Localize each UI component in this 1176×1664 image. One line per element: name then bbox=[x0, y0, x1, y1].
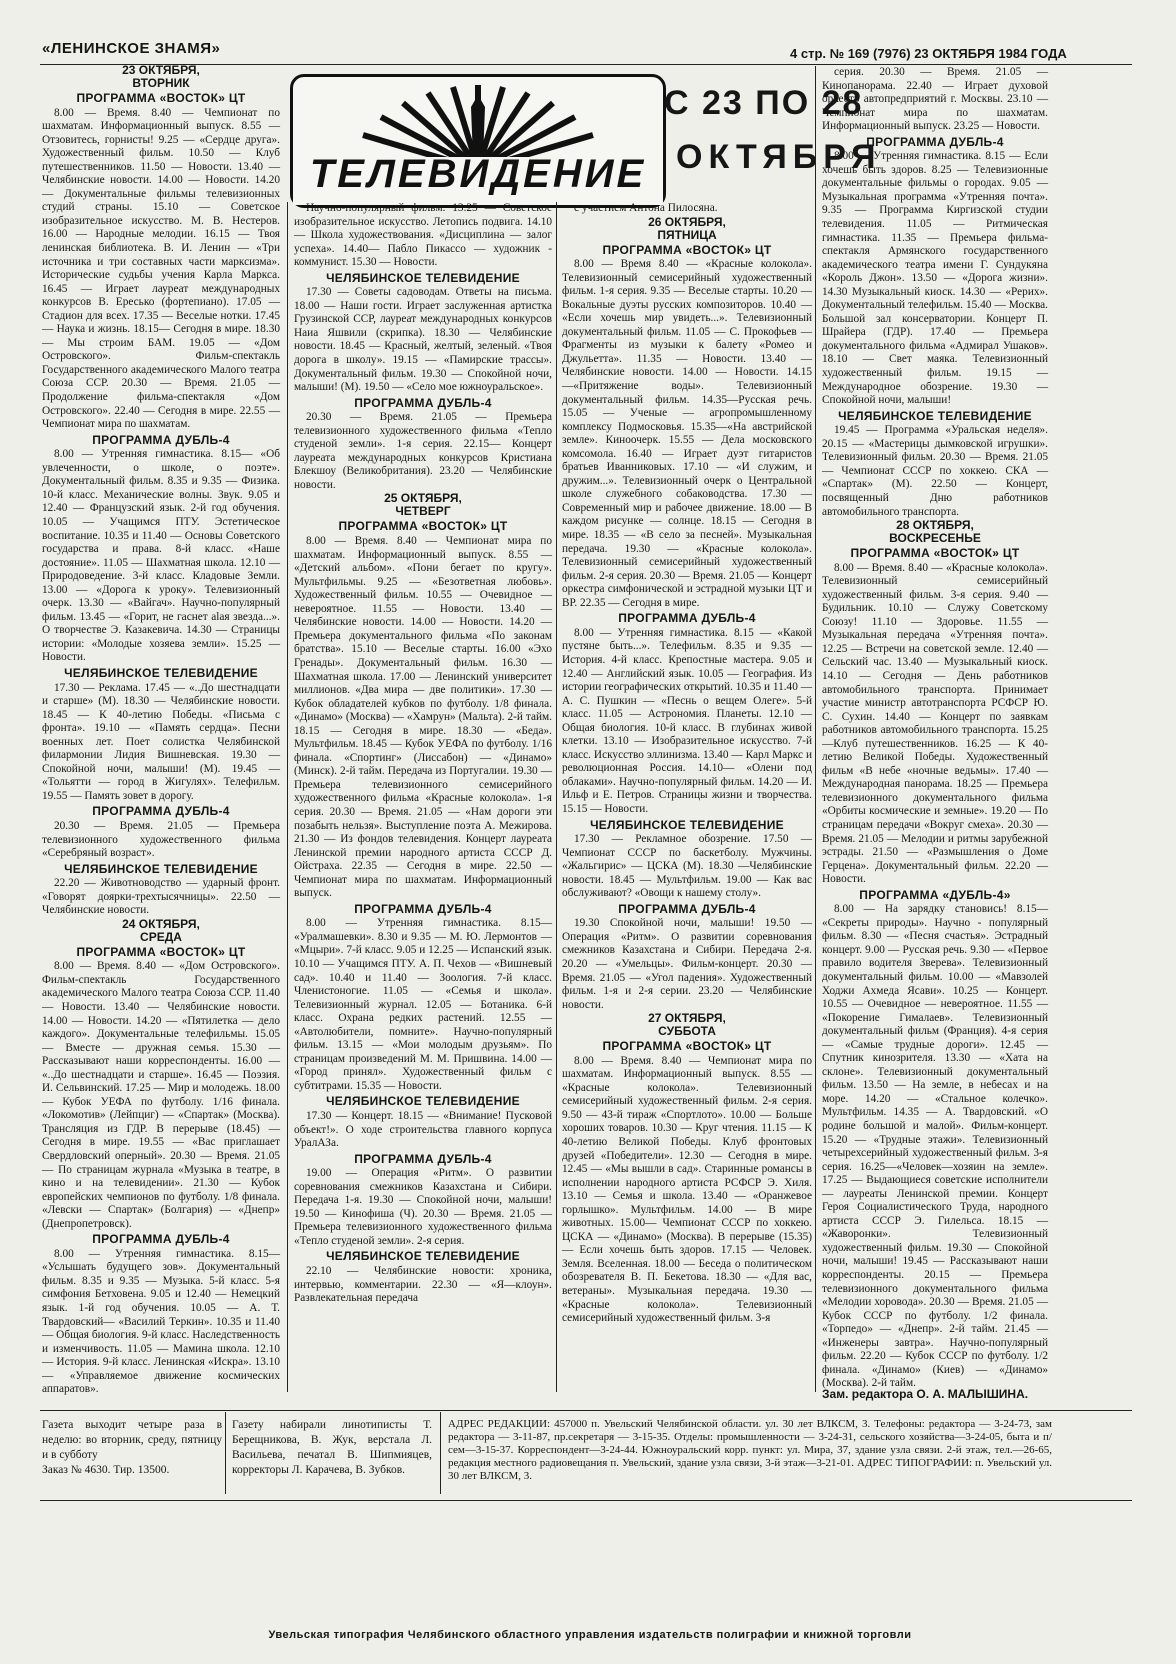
day-heading: ПЯТНИЦА bbox=[657, 227, 717, 242]
channel-heading: ПРОГРАММА ДУБЛЬ-4 bbox=[92, 804, 230, 819]
day-heading: СРЕДА bbox=[140, 929, 182, 944]
program-listing: 19.00 — Операция «Ритм». О развитии соревнования смежников Казахстана и Сибири. Передача 1-я. 19.30 — Спокойной ночи, малыши! 19.50 — Кинофишa (Ч). 20.30 — Время. 21.05 — Премьера телевизионного художественного фильма «Тепло студеной земли». 2-я серия. bbox=[294, 1167, 552, 1247]
masthead-dates-line1: С 23 ПО 28 bbox=[664, 84, 864, 122]
program-listing: 22.10 — Челябинские новости: хроника, интервью, комментарии. 22.30 — «Я—клоун». Развлекательная передача bbox=[294, 1265, 552, 1305]
channel-heading: ПРОГРАММА «ВОСТОК» ЦТ bbox=[338, 519, 508, 534]
program-listing: 8.00 — Утренняя гимнастика. 8.15— «Уралмашевки». 8.30 и 9.35 — М. Ю. Лермонтов — «Мцыри». 7-й класс. 9.05 и 12.25 — Испанский язык. 10.10 — Учащимся ПТУ. А. П. Чехов — «Вишневый сад». 10.40 и 11.40 — Зоология. 7-й класс. Членистоногие. 11.05 — «Семья и школа». Телевизионный журнал. 12.05 — Ботаника. 6-й класс. Охрана редких растений. 12.55 — «Автолюбители, помните». Научно-популярный фильм. 13.15 — «Мои молодым друзьям». По страницам произведений М. М. Пришвина. 14.00 — «Город принял». Художественный фильм с субтитрами. 15.35 — Новости. bbox=[294, 917, 552, 1092]
program-listing: 8.00 — Время. 8.40 — Чемпионат мира по шахматам. Информационный выпуск. 8.55 — «Красные колокола». Телевизионный семисерийный художественный фильм. 2-я серия. 9.50 — 43-й тираж «Спортлото». 10.00 — Больше хороших товаров. 10.30 — Круг чтения. 11.15 — К 40-летию Великой Победы. Клуб фронтовых друзей «Победители». 12.30 — Сегодня в мире. 12.45 — «Мы вышли в сад». Старинные романсы в исполнении народного артиста РСФСР Э. Хиля. 13.10 — Семья и школа. 13.40 — «Оранжевое горлышко». Мультфильм. 14.00 — В мире животных. 15.00— Чемпионат СССР по хоккею. ЦСКА — «Динамо» (Москва). В перерыве (15.35) — Если хочешь быть здоров. 17.15 — Человек. Земля. Вселенная. 18.00 — Беседа о политическом обозревателя В. П. Бекетова. 18.30 — «Для вас, ветераны». Музыкальная передача. 19.30 — «Красные колокола». Телевизионный семисерийный художественный фильм. 3-я bbox=[562, 1054, 812, 1325]
column-divider bbox=[815, 66, 816, 1392]
day-heading: ВТОРНИК bbox=[132, 76, 190, 90]
program-listing: 20.30 — Время. 21.05 — Премьера телевизионного художественного фильма «Тепло студеной земли». 1-я серия. 22.15— Концерт лауреата международных конкурсов Кристиана Блекшоу (Великобритания). 23.20 — Челябинские новости. bbox=[294, 411, 552, 491]
footer-order-text: Заказ № 4630. Тир. 13500. bbox=[42, 1464, 170, 1476]
channel-heading: ПРОГРАММА ДУБЛЬ-4 bbox=[354, 395, 492, 410]
channel-heading: ЧЕЛЯБИНСКОЕ ТЕЛЕВИДЕНИЕ bbox=[326, 1094, 520, 1109]
channel-heading: ПРОГРАММА ДУБЛЬ-4 bbox=[354, 1151, 492, 1166]
day-heading: СУББОТА bbox=[658, 1024, 716, 1039]
channel-heading: ПРОГРАММА «ВОСТОК» ЦТ bbox=[76, 944, 246, 959]
program-listing: с участием Антона Пилосяна. bbox=[574, 202, 718, 214]
channel-heading: ПРОГРАММА «ВОСТОК» ЦТ bbox=[850, 546, 1020, 561]
day-heading: 23 ОКТЯБРЯ, bbox=[122, 63, 200, 77]
program-listing: 8.00 — Утренняя гимнастика. 8.15 — «Какой пустяне быть...». Телефильм. 8.35 и 9.35 — История. 4-й класс. Крепостные мастера. 9.05 и 12.40 — Английский язык. 10.05 — География. Из истории географических открытий. 10.35 и 11.40 — А. С. Пушкин — «Песнь о вещем Олеге». 5-й класс. 11.05 — Астрономия. Планеты. 12.10 — Общая биология. 10-й класс. В глубинах живой клетки. 13.10 — Изобразительное искусство. 7-й класс. Искусство эллинизма. 13.40 — Карл Маркс и революционная Россия. 14.10— «Олени под облаками». Научно-популярный фильм. 14.20 — И. Ильф и Е. Петров. Страницы жизни и творчества. 15.15 — Новости. bbox=[562, 626, 812, 815]
column-4 bbox=[822, 66, 1048, 1390]
day-heading: 25 ОКТЯБРЯ, bbox=[384, 491, 462, 506]
channel-heading: ЧЕЛЯБИНСКОЕ ТЕЛЕВИДЕНИЕ bbox=[326, 1249, 520, 1264]
program-listing: 8.00 — Время. 8.40 — «Дом Островского». Фильм-спектакль Государственного академического Малого театра Союза ССР. 11.40 — Новости. 13.40 — Челябинские новости. 14.00 — Новости. 14.20 — «Пятилетка — дело каждого». Документальные телефильмы. 15.05 — Вместе — дружная семья. 15.30 — Рассказывают наши корреспонденты. 16.00 — «..До шестнадцати и старше». 16.45 — Поэзия. И. Сельвинский. 17.25 — Мир и молодежь. 18.00 — Кубок УЕФА по футболу. 1/16 финала. «Локомотив» (Лейпциг) — «Спартак» (Москва). Трансляция из ГДР. В перерыве (18.45) — Сегодня в мире. 19.55 — «Вас приглашает Свердловский оперный». 20.30 — Время. 21.05 — По страницам журнала «Музыка в театре, в кино и на телевидении». 21.30 — Кубок европейских чемпионов по футболу. 1/8 финала. «Левски — Спартак» (Болгария) — «Днепр» (Днепропетровск). bbox=[42, 960, 280, 1230]
header-paper-name: «ЛЕНИНСКОЕ ЗНАМЯ» bbox=[42, 40, 221, 57]
footer-divider bbox=[225, 1412, 226, 1494]
channel-heading: ПРОГРАММА «ДУБЛЬ-4» bbox=[859, 887, 1011, 902]
program-listing: 19.45 — Программа «Уральская неделя». 20.15 — «Мастерицы дымковской игрушки». Телевизионный фильм. 20.30 — Время. 21.05 — Чемпионат СССР по хоккею. СКА — «Спартак» (М). 22.50 — Концерт, посвященный Дню работников автомобильного транспорта. bbox=[822, 424, 1048, 518]
footer-schedule-block bbox=[42, 1418, 222, 1488]
program-listing: 8.00 — Время 8.40 — «Красные колокола». Телевизионный семисерийный художественный фильм. 1-я серия. 9.35 — Веселые старты. 10.20 — Вокальные дуэты русских композиторов. 10.40 — «Если хочешь мир увидеть...». Телевизионный документальный фильм. 11.05 — С. Прокофьев — Фрагменты из музыки к балету «Ромео и Джульетта». 11.35 — Новости. 13.40 — Челябинские новости. 14.00 — Новости. 14.15—«Притяжение воды». Телевизионный документальный фильм. 14.35—Русская речь. 15.05 — Ученые — агропромышленному комплексу Подмосковья. 15.35—«На австрийской земле». Киноочерк. 15.55 — Дела московского комсомола. 16.40 — Играет дуэт гитаристов братьев Иванниковых. 17.10 — «И служим, и дружим...». Телевизионный очерк о Центральной школе служебного собаководства. 17.30 — Современный мир и рабочее движение. 18.00 — В каждом рисунке — солнце. 18.15 — Сегодня в мире. 18.35 — «В село за песней». Музыкальная передача. 19.30 — «Красные колокола». Телевизионный семисерийный художественный фильм. 2-я серия. 20.30 — Время. 21.05 — Концерт оркестра симфонической и эстрадной музыки ЦТ и ВР. 22.35 — Сегодня в мире. bbox=[562, 258, 812, 609]
day-heading: 24 ОКТЯБРЯ, bbox=[122, 916, 200, 931]
deputy-editor-line: Зам. редактора О. А. МАЛЫШИНА. bbox=[822, 1387, 1029, 1401]
masthead-title: ТЕЛЕВИДЕНИЕ bbox=[309, 152, 647, 196]
program-listing: 17.30 — Советы садоводам. Ответы на письма. 18.00 — Наши гости. Играет заслуженная артистка Грузинской ССР, лауреат международных конкурсов Наиа Яшвили (скрипка). 18.30 — Челябинские новости. 18.45 — Красный, желтый, зеленый. «Твоя дорога в школу». 19.15 — «Памирские трассы». Документальный фильм. 19.30 — Спокойной ночи, малыши! (М). 19.50 — «Село мое южноуральское». bbox=[294, 286, 552, 394]
program-listing: 20.30 — Время. 21.05 — Премьера телевизионного художественного фильма «Серебряный возраст». bbox=[42, 819, 280, 860]
program-listing: 8.00 — Утренняя гимнастика. 8.15 — Если хочешь быть здоров. 8.25 — Телевизионные документальные фильмы о городах. 9.05 — Музыкальная программа «Утренняя почта». 9.35 — Программа Киргизской студии телевидения. 11.05 — Ритмическая гимнастика. 11.35 — Премьера фильма-спектакля Армянского государственного академического театра имени Г. Сундукяна «Король Джон». 13.50 — «Дорога жизни». 14.30 Музыкальный киоск. 14.30 — «Рерих». Документальный телефильм. 15.40 — Москва. Большой зал консерватории. Концерт П. Шрайера (ГДР). 17.40 — Премьера документального фильма «Адмирал Ушаков». 18.10 — Свет маяка. Телевизионный художественный фильм. 19.15 — Международное обозрение. 19.30 — Спокойной ночи, малыши! bbox=[822, 150, 1048, 407]
footer-rule bbox=[40, 1410, 1132, 1411]
channel-heading: ПРОГРАММА «ВОСТОК» ЦТ bbox=[76, 91, 246, 105]
program-listing: 17.30 — Концерт. 18.15 — «Внимание! Пусковой объект!». О ходе строительства главного корпуса УралАЗа. bbox=[294, 1110, 552, 1150]
channel-heading: ЧЕЛЯБИНСКОЕ ТЕЛЕВИДЕНИЕ bbox=[838, 408, 1032, 423]
footer-divider bbox=[440, 1412, 441, 1494]
masthead-dates-line2: ОКТЯБРЯ bbox=[676, 138, 882, 176]
program-listing: 19.30 Спокойной ночи, малыши! 19.50 — Операция «Ритм». О развитии соревнования смежников Казахстана и Сибири. Передача 2-я. 20.20 — «Умельцы». Фильм-концерт. 20.30 — Время. 21.05 — «Угол падения». Художественный фильм. 1-я и 2-я серии. 23.20 — Челябинские новости. bbox=[562, 917, 812, 1011]
channel-heading: ПРОГРАММА ДУБЛЬ-4 bbox=[618, 901, 756, 916]
channel-heading: ПРОГРАММА ДУБЛЬ-4 bbox=[92, 432, 230, 447]
channel-heading: ПРОГРАММА ДУБЛЬ-4 bbox=[354, 901, 492, 916]
day-heading: 26 ОКТЯБРЯ, bbox=[648, 214, 726, 229]
channel-heading: ЧЕЛЯБИНСКОЕ ТЕЛЕВИДЕНИЕ bbox=[64, 861, 258, 876]
program-listing: 8.00 — Утренняя гимнастика. 8.15— «Об увлеченности, о школе, о поэте». Документальный фильм. 8.35 и 9.35 — Физика. 10-й класс. Механические волны. Звук. 9.05 и 12.40 — Французский язык. 2-й год обучения. 10.05 — Учащимся ПТУ. Эстетическое воспитание. 10.35 и 11.40 — Основы Советского государства и права. 8-й класс. «Наше достояние». 11.05 — Шахматная школа. 12.10 — Природоведение. 3-й класс. Кладовые Земли. 13.00 — «Дорога к уроку». Телевизионный очерк. 13.30 — «Вайгач». Научно-популярный фильм. 13.45 — «Горит, не гаснет alая звезда...». О творчестве Э. Казакевича. 14.30 — Страницы истории: «Молодые хозяева земли». 15.25 — Новости. bbox=[42, 448, 280, 664]
channel-heading: ПРОГРАММА ДУБЛЬ-4 bbox=[92, 1232, 230, 1247]
program-listing: 8.00 — Утренняя гимнастика. 8.15— «Услышать будущего зов». Документальный фильм. 8.35 и 9.35 — Музыка. 5-й класс. 5-я симфония Бетховена. 9.05 и 12.40 — Немецкий язык. 1-й год обучения. 10.05 — А. Т. Твардовский— «Василий Теркин». 10.35 и 11.40 — Общая биология. 9-й класс. Наследственность и изменчивость. 11.05 — Мамина школа. 12.10 — История. 9-й класс. Ленинская «Искра». 13.10 — «Управляемое движение космических аппаратов». bbox=[42, 1247, 280, 1396]
program-listing: 17.30 — Реклама. 17.45 — «..До шестнадцати и старше» (М). 18.30 — Челябинские новости. 18.45 — К 40-летию Победы. «Письма с фронта». 19.10 — «Память сердца». Песни военных лет. Поет солистка Челябинской филармонии Лидия Вишневская. 19.30 — Спокойной ночи, малыши! (М). 19.45 — «Тольятти — город в Жигулях». Телефильм. 19.55 — Память зовет в дорогу. bbox=[42, 681, 280, 802]
day-heading: ЧЕТВЕРГ bbox=[395, 504, 451, 519]
program-listing: 8.00 — Время. 8.40 — «Красные колокола». Телевизионный семисерийный художественный фильм. 3-я серия. 9.40 — Будильник. 10.10 — Служу Советскому Союзу! 11.10 — Здоровье. 11.55 — Музыкальная передача «Утренняя почта». 12.25 — Встречи на советской земле. 12.40 — Сельский час. 13.40 — Музыкальный киоск. 14.10 — Сегодня — День работников автомобильного транспорта. Принимает участие министр автотранспорта РСФСР Ю. С. Сухин. 14.40 — Концерт по заявкам работников автомобильного транспорта. 15.25—Клуб путешественников. 16.25 — К 40-летию Великой Победы. Художественный фильм «В небе «ночные ведьмы». 17.40 — Международная панорама. 18.25 — Премьера телевизионного документального фильма «Орбиты космические и земные». 19.20 — По страницам передачи «Вокруг смеха». 20.30 — Время. 21.05 — Мелодии и ритмы зарубежной эстрады. 21.50 — «Размышления о Доме Герцена». Документальный фильм. 22.20 — Новости. bbox=[822, 561, 1048, 886]
column-2 bbox=[294, 202, 552, 1394]
footer-typesetters: Газету набирали линотиписты Т. Берещникова, В. Жук, верстала Л. Васильева, печатал В. Шипмияцев, корректоры Л. Карачева, В. Зубков. bbox=[232, 1419, 432, 1476]
channel-heading: ПРОГРАММА ДУБЛЬ-4 bbox=[866, 134, 1004, 149]
footer-bottom-rule bbox=[40, 1500, 1132, 1501]
day-heading: 28 ОКТЯБРЯ, bbox=[896, 518, 974, 533]
program-listing: 17.30 — Рекламное обозрение. 17.50 — Чемпионат СССР по баскетболу. Мужчины. «Жальгирис» — ЦСКА (М). 18.30 —Челябинские новости. 18.45 — Мультфильм. 19.00 — Как вас обслуживают? «Овощи к нашему столу». bbox=[562, 833, 812, 900]
program-listing: 8.00 — Время. 8.40 — Чемпионат мира по шахматам. Информационный выпуск. 8.55 — «Детский альбом». «Пони бегает по кругу». Мультфильмы. 9.25 — «Безответная любовь». Художественный фильм. 10.55 — Очевидное — невероятное. 11.55 — Новости. 13.40 — Челябинские новости. 14.00 — Новости. 14.20 — Премьера документального фильма «По законам братства». 15.10 — Веселые старты. 16.00 «Эхо Гренады». Документальный фильм. 16.30 — Шахматная школа. 17.00 — Ленинский университет миллионов. «Два мира — две политики». 17.30 — Кубок обладателей кубков по футболу. 1/8 финала. «Динамо» (Москва) — «Хамрун» (Мальта). 2-й тайм. 18.15 — Сегодня в мире. 18.30 — «Беда». Мультфильм. 18.45 — Кубок УЕФА по футболу. 1/16 финала. «Спортинг» (Лиссабон) — «Динамо» (Минск). 2-й тайм. Передача из Португалии. 19.30 — Премьера телевизионного семисерийного художественного фильма «Красные колокола». 1-я серия. 20.30 — Время. 21.05 — «Нам дороги эти позабыть нельзя». Выступление поэта А. Межирова. 21.30 — Из фондов телевидения. Концерт лауреата Ленинской премии народного артиста СССР Д. Ойстраха. 22.35 — Сегодня в мире. 22.50 — Чемпионат мира по шахматам. Информационный выпуск. bbox=[294, 535, 552, 900]
channel-heading: ПРОГРАММА «ВОСТОК» ЦТ bbox=[602, 242, 772, 257]
column-divider bbox=[287, 202, 288, 1392]
program-listing: 8.00 — На зарядку становись! 8.15— «Секреты природы». Научно - популярный фильм. 8.30 — «Песня счастья». Эстрадный концерт. 9.00 — Русская речь. 9.30 — «Первое правило водителя Зверева». Телевизионный документальный фильм. 10.00 — «Мавзолей Ходжи Ахмеда Ясави». 10.25 — Концерт. 10.55 — Очевидное — невероятное. 11.55 — «Покорение Гималаев». Телевизионный документальный фильм (Франция). 4-я серия — «Самые трудные дороги». 12.45 — Спутник кинозрителя. 13.30 — «Хата на склоне». Телевизионный документальный фильм. 13.50 — На земле, в небесах и на море. 14.20 — «Стальное колечко». Мультфильм. 14.35 — А. Твардовский. «О родине большой и малой». Фильм-концерт. 15.20 — «Трудные этажи». Телевизионный четырехсерийный художественный фильм. 3-я серия. 16.25—«Человек—хозяин на земле». 17.25 — Выдающиеся советские исполнители — лауреаты Ленинской премии. Концерт Героя Социалистического Труда, народного артиста СССР Э. Гилельса. 18.15 — «Жаворонки». Телевизионный художественный фильм. 19.30 — Спокойной ночи, малыши! 19.45 — Рассказывают наши корреспонденты. 20.15 — Премьера телевизионного документального фильма «Мелодии хоровода». 20.30 — Время. 21.05 — Кубок СССР по футболу. 1/2 финала. «Торпедо» — «Днепр». 2-й тайм. 21.45 — «Инженеры завтра». Научно-популярный фильм. 22.20 — Кубок СССР по футболу. 1/2 финала. «Динамо» (Киев) — «Динамо» (Москва). 2-й тайм. bbox=[822, 903, 1048, 1390]
column-3 bbox=[562, 202, 812, 1394]
program-listing: 8.00 — Время. 8.40 — Чемпионат по шахматам. Информационный выпуск. 8.55 — Отзовитесь, горнисты! 9.25 — «Сердце друга». Художественный фильм. 10.50 — Клуб путешественников. 11.50 — Новости. 13.40 — Челябинские новости. 14.00 — Новости. 14.20 — Документальные фильмы телевизионных студий страны. 15.10 — Советское изобразительное искусство. М. В. Нестеров. 16.00 — Народные мелодии. 16.15 — Твоя ленинская библиотека. В. И. Ленин — «Три источника и три составных части марксизма». Исторические судьбы учения Карла Маркса. 16.45 — Играет лауреат международных конкурсов В. Ересько (фортепиано). 17.05 — Стадион для всех. 17.35 — Веселые нотки. 17.45 — Наука и жизнь. 18.15— Сегодня в мире. 18.30 — Мы строим БАМ. 19.05 — «Дом Островского». Фильм-спектакль Государственного академического Малого театра Союза ССР. 20.30 — Время. 21.05 — Продолжение фильма-спектакля «Дом Островского». 22.40 — Сегодня в мире. 22.55 — Чемпионат мира по шахматам. bbox=[42, 106, 280, 431]
program-listing: 22.20 — Животноводство — ударный фронт. «Говорят доярки-трехтысячницы». 22.50 — Челябинские новости. bbox=[42, 877, 280, 917]
channel-heading: ПРОГРАММА ДУБЛЬ-4 bbox=[618, 611, 756, 626]
program-listing: Научно-популярный фильм. 13.25 — Советское изобразительное искусство. Летопись подвига. 14.10 — Школа художествования. «Дисциплина — залог успеха». 14.40— Пабло Пикассо — художник - коммунист. 15.30 — Новости. bbox=[294, 202, 552, 269]
printer-line: Увельская типография Челябинского областного управления издательств полиграфии и книжной торговли bbox=[268, 1629, 912, 1641]
column-1 bbox=[42, 63, 280, 1396]
channel-heading: ЧЕЛЯБИНСКОЕ ТЕЛЕВИДЕНИЕ bbox=[590, 817, 784, 832]
channel-heading: ЧЕЛЯБИНСКОЕ ТЕЛЕВИДЕНИЕ bbox=[64, 665, 258, 680]
column-divider bbox=[556, 202, 557, 1392]
program-listing: серия. 20.30 — Время. 21.05 — Кинопанорама. 22.40 — Играет духовой оркестр автопредприятий г. Москвы. 23.10 — Чемпионат мира по шахматам. Информационный выпуск. 23.25 — Новости. bbox=[822, 66, 1048, 133]
channel-heading: ПРОГРАММА «ВОСТОК» ЦТ bbox=[602, 1039, 772, 1054]
day-heading: 27 ОКТЯБРЯ, bbox=[648, 1011, 726, 1026]
header-issue-info: 4 стр. № 169 (7976) 23 ОКТЯБРЯ 1984 ГОДА bbox=[790, 46, 1067, 61]
masthead-box bbox=[290, 74, 666, 208]
footer-schedule-text: Газета выходит четыре раза в неделю: во вторник, среду, пятницу и в субботу bbox=[42, 1419, 222, 1461]
day-heading: ВОСКРЕСЕНЬЕ bbox=[889, 531, 981, 546]
channel-heading: ЧЕЛЯБИНСКОЕ ТЕЛЕВИДЕНИЕ bbox=[326, 270, 520, 285]
footer-address: АДРЕС РЕДАКЦИИ: 457000 п. Увельский Челябинской области. ул. 30 лет ВЛКСМ, 3. Телефоны: редактора — 3-24-73, зам редактора — 3-11-87, пр.секретаря — 3-15-35. Отделы: промышленности — 3-24-31, сельского хозяйства—3-24-05, быта и п/сем—3-15-37. Корреспондент—3-24-44. Южноуральский корр. пункт: ул. Мира, 37, здание узла связи. 2-й этаж, тел.—26-65, редакция местного радиовещания п. Увельский, здание узла связи, 3-й этаж—3-21-01. АДРЕС ТИПОГРАФИИ: п. Увельский ул. 30 лет ВЛКСМ, 3. bbox=[448, 1418, 1052, 1482]
